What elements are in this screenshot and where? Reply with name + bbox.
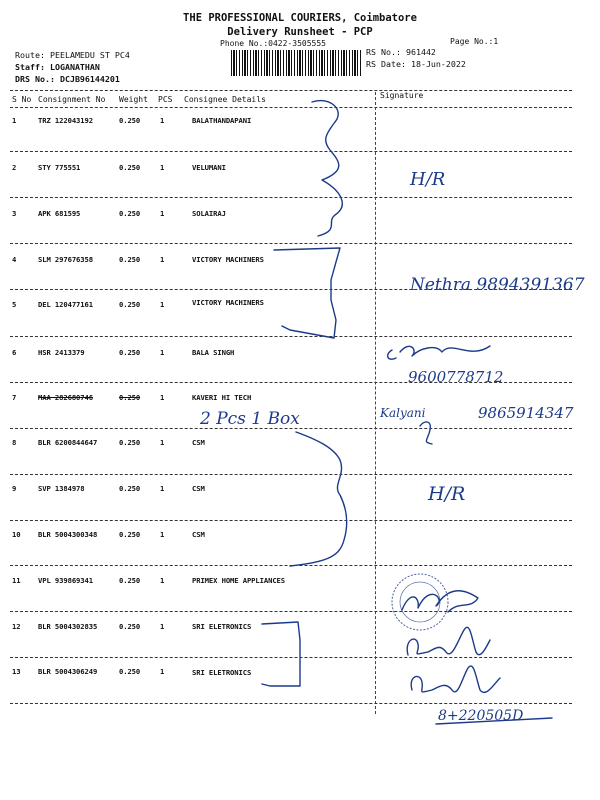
row-11-pcs: 1 [160, 576, 165, 585]
brace-rows-8-10 [290, 432, 347, 566]
svg-text:9600778712: 9600778712 [408, 368, 504, 386]
row-2-consignee: VELUMANI [192, 163, 226, 172]
row-6-consignee: BALA SINGH [192, 348, 235, 357]
phone-number: Phone No.:0422-3505555 [220, 39, 326, 48]
row-6-pcs: 1 [160, 348, 165, 357]
bracket-rows-4-5 [274, 248, 340, 338]
page-number: Page No.:1 [450, 37, 499, 46]
row-13-pcs: 1 [160, 667, 165, 676]
col-header-signature: Signature [380, 91, 424, 100]
row-6-consignment: HSR 2413379 [38, 348, 85, 357]
staff-label: Staff: LOGANATHAN [15, 62, 100, 72]
row-13-sno: 13 [12, 667, 21, 676]
row-2-weight: 0.250 [119, 163, 141, 172]
signature-row-6 [388, 346, 504, 386]
row-6-weight: 0.250 [119, 348, 141, 357]
row-13-consignee: SRI ELETRONICS [192, 668, 252, 677]
row-13-weight: 0.250 [119, 667, 141, 676]
signature-row-7 [379, 404, 574, 444]
route-label: Route: PEELAMEDU ST PC4 [15, 50, 130, 60]
row-8-pcs: 1 [160, 438, 165, 447]
row-4-sno: 4 [12, 255, 17, 264]
row-8-consignment: BLR 6200844647 [38, 438, 98, 447]
row-11-weight: 0.250 [119, 576, 141, 585]
svg-text:9865914347: 9865914347 [478, 404, 574, 422]
row-8-consignee: CSM [192, 438, 205, 447]
row-1-sno: 1 [12, 116, 17, 125]
col-header-sno: S No [12, 95, 32, 104]
row-12-weight: 0.250 [119, 622, 141, 631]
svg-text:8+220505D: 8+220505D [438, 708, 524, 724]
row-5-weight: 0.250 [119, 300, 141, 309]
row-10-consignment: BLR 5004300348 [38, 530, 98, 539]
row-12-pcs: 1 [160, 622, 165, 631]
col-header-consignment: Consignment No [38, 95, 106, 104]
row-12-consignment: BLR 5004302835 [38, 622, 98, 631]
svg-text:2 Pcs 1 Box: 2 Pcs 1 Box [200, 409, 300, 429]
note-row-7 [199, 409, 300, 429]
row-5-consignment: DEL 120477161 [38, 300, 93, 309]
row-1-weight: 0.250 [119, 116, 141, 125]
signature-row-9 [427, 483, 465, 505]
row-7-consignee: KAVERI HI TECH [192, 393, 252, 402]
row-4-consignment: SLM 297676358 [38, 255, 93, 264]
row-9-weight: 0.250 [119, 484, 141, 493]
col-header-weight: Weight [119, 95, 148, 104]
runsheet-subtitle: Delivery Runsheet - PCP [227, 26, 373, 38]
row-2-pcs: 1 [160, 163, 165, 172]
svg-text:Kalyani: Kalyani [380, 406, 426, 420]
row-9-sno: 9 [12, 484, 17, 493]
svg-text:Nethra 9894391367: Nethra 9894391367 [410, 275, 585, 295]
row-9-pcs: 1 [160, 484, 165, 493]
row-5-consignee: VICTORY MACHINERS [192, 298, 264, 307]
row-3-weight: 0.250 [119, 209, 141, 218]
svg-text:H/R: H/R [428, 483, 466, 505]
signature-row-12 [407, 627, 490, 655]
row-12-consignee: SRI ELETRONICS [192, 622, 252, 631]
row-3-pcs: 1 [160, 209, 165, 218]
row-13-consignment: BLR 5004306249 [38, 667, 98, 676]
row-6-sno: 6 [12, 348, 17, 357]
row-3-consignee: SOLAIRAJ [192, 209, 226, 218]
row-1-consignment: TRZ 122043192 [38, 116, 93, 125]
bracket-rows-12-13 [262, 622, 300, 686]
row-11-consignee: PRIMEX HOME APPLIANCES [192, 576, 285, 585]
row-11-sno: 11 [12, 576, 21, 585]
row-7-pcs: 1 [160, 393, 165, 402]
stamp-row-11 [392, 574, 478, 630]
col-header-pcs: PCS [158, 95, 173, 104]
brace-rows-1-3 [312, 101, 342, 236]
row-9-consignment: SVP 1384978 [38, 484, 85, 493]
row-8-weight: 0.250 [119, 438, 141, 447]
row-12-sno: 12 [12, 622, 21, 631]
signature-row-2 [409, 169, 445, 190]
row-9-consignee: CSM [192, 484, 205, 493]
row-1-consignee: BALATHANDAPANI [192, 116, 252, 125]
drs-number: DRS No.: DCJB96144201 [15, 74, 120, 84]
svg-text:H/R: H/R [410, 169, 446, 190]
row-10-sno: 10 [12, 530, 21, 539]
row-7-sno: 7 [12, 393, 17, 402]
signature-row-4 [409, 275, 585, 295]
row-8-sno: 8 [12, 438, 17, 447]
company-title: THE PROFESSIONAL COURIERS, Coimbatore [183, 12, 417, 24]
col-header-consignee: Consignee Details [184, 95, 266, 104]
row-4-pcs: 1 [160, 255, 165, 264]
row-10-weight: 0.250 [119, 530, 141, 539]
signature-row-13 [411, 666, 552, 724]
row-4-consignee: VICTORY MACHINERS [192, 255, 264, 264]
row-3-sno: 3 [12, 209, 17, 218]
row-11-consignment: VPL 939869341 [38, 576, 93, 585]
row-1-pcs: 1 [160, 116, 165, 125]
row-3-consignment: APK 681595 [38, 209, 81, 218]
row-10-consignee: CSM [192, 530, 205, 539]
row-5-sno: 5 [12, 300, 17, 309]
row-2-consignment: STY 775551 [38, 163, 81, 172]
row-7-consignment: MAA 282680746 [38, 393, 93, 402]
rs-number: RS No.: 961442 [366, 47, 436, 57]
row-4-weight: 0.250 [119, 255, 141, 264]
row-10-pcs: 1 [160, 530, 165, 539]
row-7-weight: 0.250 [119, 393, 141, 402]
row-5-pcs: 1 [160, 300, 165, 309]
row-2-sno: 2 [12, 163, 17, 172]
rs-date: RS Date: 18-Jun-2022 [366, 59, 466, 69]
